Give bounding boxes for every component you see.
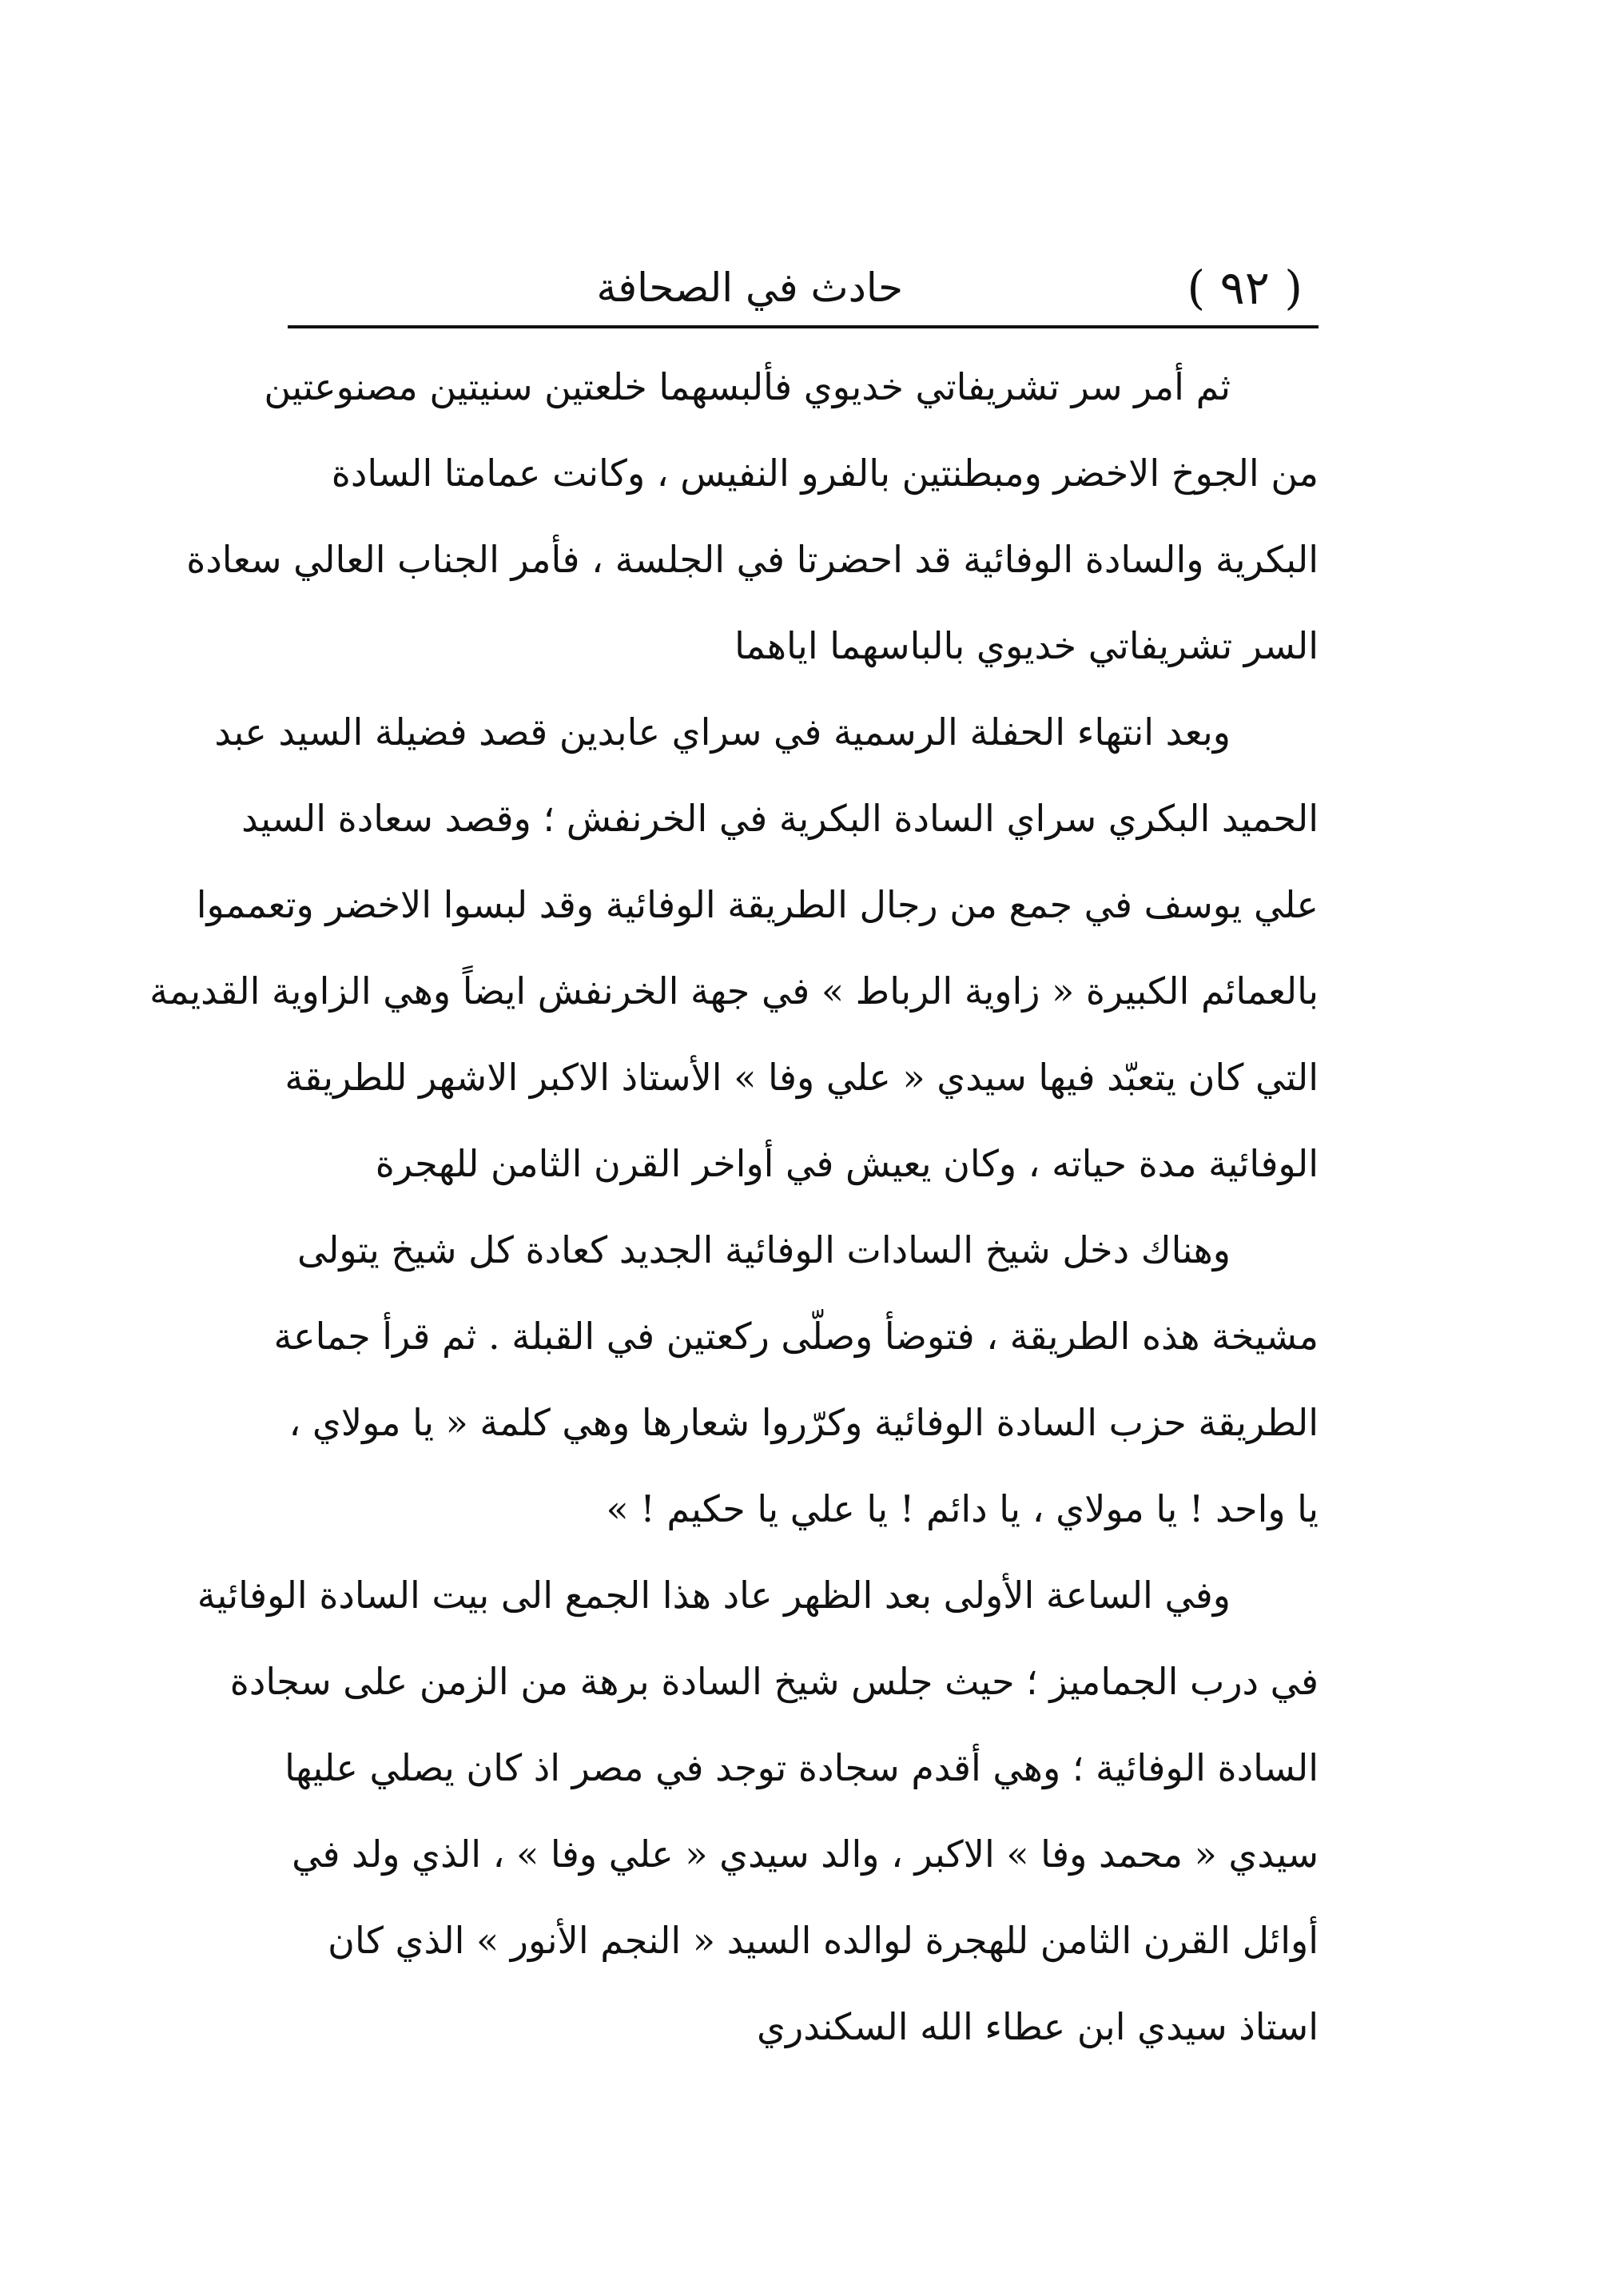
text-line: السر تشريفاتي خديوي بالباسهما اياهما: [734, 624, 1319, 667]
body-text: [149, 344, 1319, 2070]
text-line: التي كان يتعبّد فيها سيدي « علي وفا » الأستاذ الاكبر الاشهر للطريقة: [284, 1056, 1319, 1099]
text-line: وبعد انتهاء الحفلة الرسمية في سراي عابدين قصد فضيلة السيد عبد: [214, 710, 1231, 754]
text-line: مشيخة هذه الطريقة ، فتوضأ وصلّى ركعتين في القبلة . ثم قرأ جماعة: [273, 1315, 1319, 1358]
text-line: سيدي « محمد وفا » الاكبر ، والد سيدي « علي وفا » ، الذي ولد في: [292, 1832, 1319, 1876]
page-header: [288, 252, 1319, 324]
running-title: حادث في الصحافة: [596, 265, 903, 311]
text-line: وفي الساعة الأولى بعد الظهر عاد هذا الجمع الى بيت السادة الوفائية: [197, 1574, 1231, 1617]
text-line: أوائل القرن الثامن للهجرة لوالده السيد « النجم الأنور » الذي كان: [328, 1919, 1319, 1962]
text-line: استاذ سيدي ابن عطاء الله السكندري: [757, 2005, 1319, 2048]
header-rule: [288, 325, 1319, 328]
text-line: يا واحد ! يا مولاي ، يا دائم ! يا علي يا حكيم ! »: [606, 1487, 1319, 1530]
text-line: ثم أمر سر تشريفاتي خديوي فألبسهما خلعتين سنيتين مصنوعتين: [264, 365, 1231, 408]
text-line: البكرية والسادة الوفائية قد احضرتا في الجلسة ، فأمر الجناب العالي سعادة: [186, 538, 1319, 581]
text-line: السادة الوفائية ؛ وهي أقدم سجادة توجد في مصر اذ كان يصلي عليها: [284, 1746, 1319, 1789]
page-number: ( ٩٢ ): [1187, 261, 1303, 315]
text-line: الوفائية مدة حياته ، وكان يعيش في أواخر القرن الثامن للهجرة: [375, 1142, 1319, 1185]
text-line: في درب الجماميز ؛ حيث جلس شيخ السادة برهة من الزمن على سجادة: [229, 1660, 1319, 1703]
text-line: الحميد البكري سراي السادة البكرية في الخرنفش ؛ وقصد سعادة السيد: [241, 797, 1319, 840]
text-line: علي يوسف في جمع من رجال الطريقة الوفائية وقد لبسوا الاخضر وتعمموا: [196, 883, 1319, 926]
text-line: الطريقة حزب السادة الوفائية وكرّروا شعارها وهي كلمة « يا مولاي ،: [288, 1401, 1319, 1444]
text-line: بالعمائم الكبيرة « زاوية الرباط » في جهة الخرنفش ايضاً وهي الزاوية القديمة: [149, 969, 1319, 1013]
text-line: وهناك دخل شيخ السادات الوفائية الجديد كعادة كل شيخ يتولى: [296, 1228, 1231, 1271]
text-line: من الجوخ الاخضر ومبطنتين بالفرو النفيس ، وكانت عمامتا السادة: [331, 452, 1319, 495]
